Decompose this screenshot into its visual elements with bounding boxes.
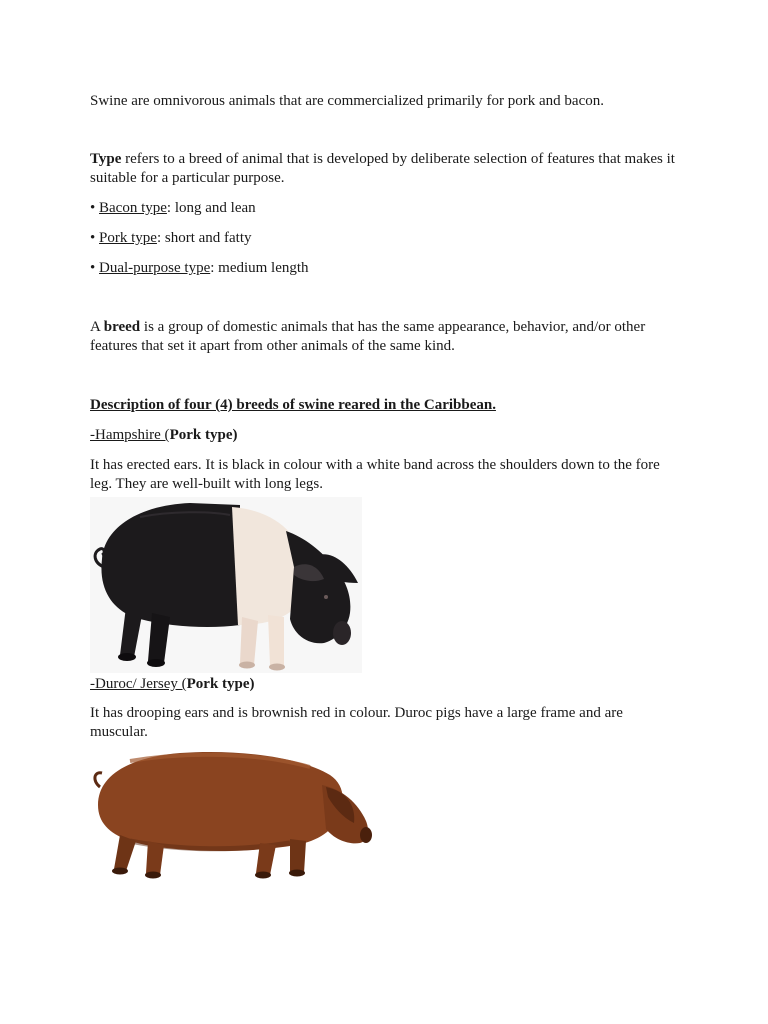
breed-definition-text: is a group of domestic animals that has the same appearance, behavior, and/or other features that set it apart from other animals of the same kind. [90,319,646,354]
breed-type: Pork type) [169,427,238,443]
breed-name: -Duroc/ Jersey ( [90,676,187,692]
breed-title-hampshire [90,426,680,445]
section-heading-text: Description of four (4) breeds of swine reared in the Caribbean. [90,397,496,413]
breed-name: -Hampshire ( [90,427,170,443]
hampshire-pig-image [90,497,362,673]
bullet-desc: : long and lean [166,200,256,216]
breed-term: breed [103,319,141,335]
breed-prefix: A [90,319,104,335]
bullet-marker: • [90,260,100,276]
document-body [90,92,680,881]
bullet-desc: : medium length [210,260,309,276]
bullet-term: Bacon type [99,200,167,216]
bullet-bacon-type [90,199,680,218]
breed-description-duroc-jersey: It has drooping ears and is brownish red in colour. Duroc pigs have a large frame and are muscular. [90,705,623,740]
type-definition-text: refers to a breed of animal that is developed by deliberate selection of features that makes it suitable for a particular purpose. [90,151,675,186]
breed-type: Pork type) [186,676,255,692]
breed-definition [90,318,680,356]
bullet-dual-purpose-type [90,259,680,278]
bullet-desc: : short and fatty [156,230,252,246]
duroc-jersey-pig-image [90,745,374,881]
bullet-term: Dual-purpose type [99,260,211,276]
bullet-pork-type [90,229,680,248]
intro-paragraph: Swine are omnivorous animals that are commercialized primarily for pork and bacon. [90,93,604,109]
bullet-marker: • [90,230,100,246]
breed-description-hampshire: It has erected ears. It is black in colour with a white band across the shoulders down to the fore leg. They are well-built with long legs. [90,457,660,492]
bullet-term: Pork type [99,230,157,246]
type-definition [90,150,680,188]
bullet-marker: • [90,200,100,216]
breed-title-duroc-jersey [90,675,680,694]
type-term: Type [90,151,122,167]
section-heading [90,396,680,415]
